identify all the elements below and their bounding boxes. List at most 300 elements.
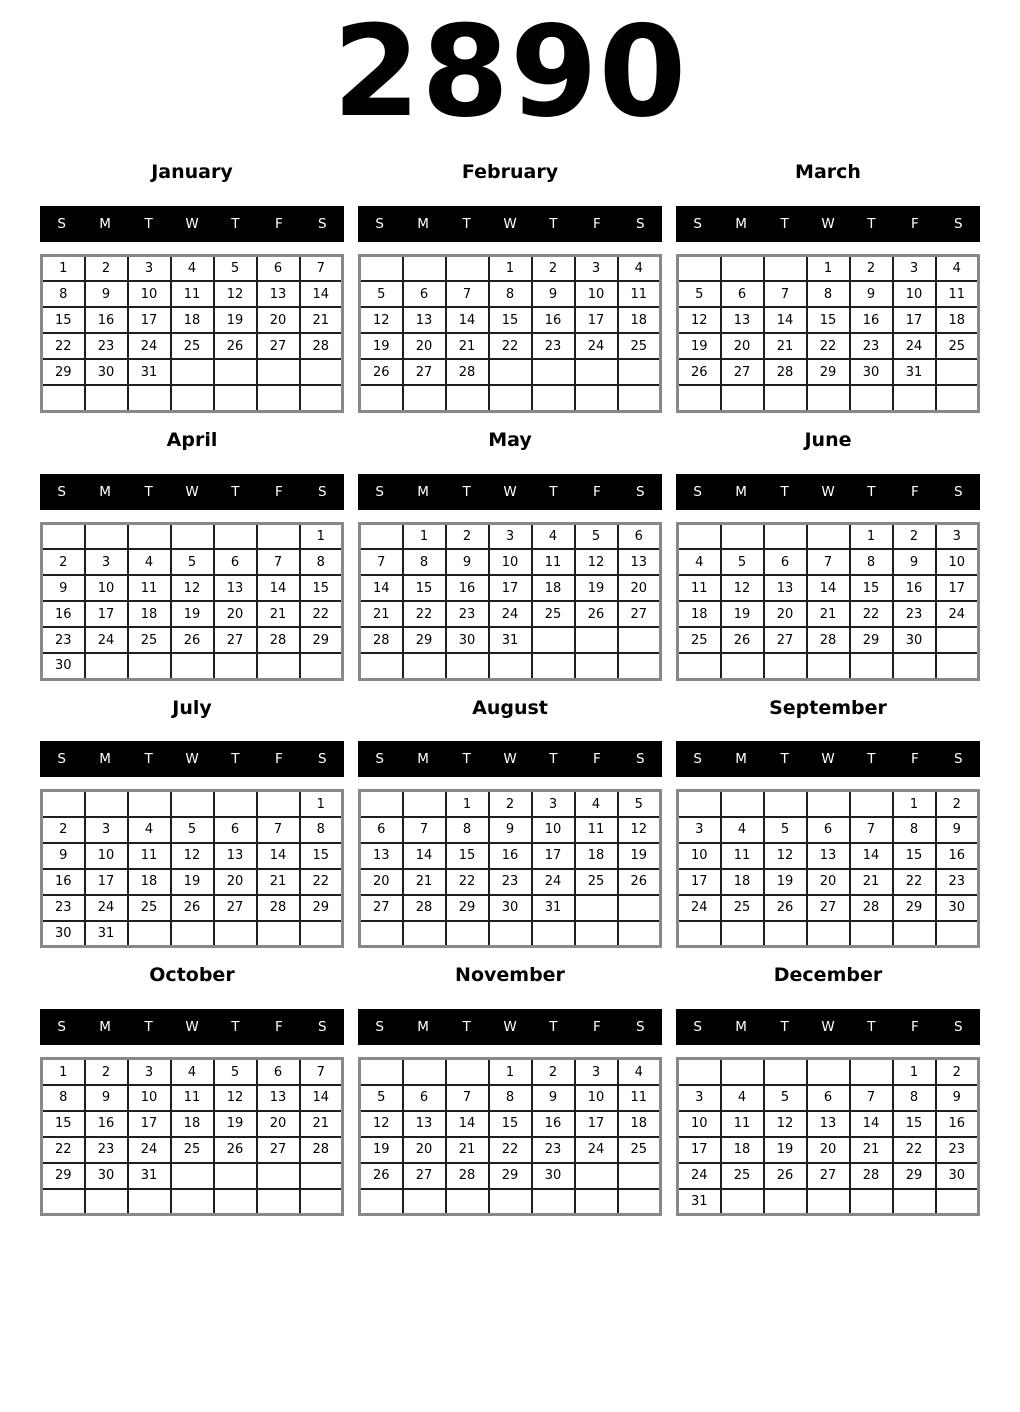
day-cell: 2 <box>446 523 489 549</box>
weekday-label: F <box>910 751 919 768</box>
weekday-header-bar <box>676 206 980 242</box>
day-cell: 11 <box>128 575 171 601</box>
week-row <box>42 921 343 947</box>
day-cell: 27 <box>257 1137 300 1163</box>
month-title: January <box>151 161 233 184</box>
weekday-label: W <box>185 483 199 500</box>
empty-day-cell <box>721 1059 764 1085</box>
empty-day-cell <box>618 653 661 679</box>
empty-day-cell <box>721 791 764 817</box>
day-cell: 7 <box>257 817 300 843</box>
day-cell: 11 <box>171 281 214 307</box>
day-cell: 9 <box>85 281 128 307</box>
week-row <box>42 895 343 921</box>
week-row <box>360 817 661 843</box>
week-row <box>678 359 979 385</box>
day-cell: 24 <box>893 333 936 359</box>
day-cell: 22 <box>489 333 532 359</box>
day-cell: 6 <box>360 817 403 843</box>
empty-day-cell <box>171 359 214 385</box>
day-cell: 13 <box>257 1085 300 1111</box>
empty-day-cell <box>850 1189 893 1215</box>
day-cell: 30 <box>850 359 893 385</box>
empty-day-cell <box>360 255 403 281</box>
day-cell: 22 <box>446 869 489 895</box>
week-row <box>42 575 343 601</box>
day-cell: 9 <box>532 1085 575 1111</box>
day-cell: 18 <box>618 307 661 333</box>
day-cell: 4 <box>532 523 575 549</box>
day-cell: 26 <box>171 895 214 921</box>
weekday-label: W <box>185 751 199 768</box>
day-cell: 17 <box>575 1111 618 1137</box>
empty-day-cell <box>257 523 300 549</box>
empty-day-cell <box>257 1189 300 1215</box>
day-cell: 3 <box>532 791 575 817</box>
week-row <box>42 281 343 307</box>
day-cell: 22 <box>42 333 85 359</box>
weekday-label: M <box>417 483 429 500</box>
empty-day-cell <box>678 255 721 281</box>
week-row <box>360 307 661 333</box>
day-cell: 16 <box>850 307 893 333</box>
day-cell: 30 <box>446 627 489 653</box>
day-cell: 14 <box>850 1111 893 1137</box>
day-cell: 12 <box>214 1085 257 1111</box>
week-row <box>678 333 979 359</box>
empty-day-cell <box>618 1189 661 1215</box>
empty-day-cell <box>257 791 300 817</box>
weekday-label: W <box>185 1019 199 1036</box>
weekday-label: F <box>592 751 601 768</box>
day-cell: 27 <box>360 895 403 921</box>
weekday-label: M <box>735 1019 747 1036</box>
empty-day-cell <box>171 791 214 817</box>
day-cell: 5 <box>618 791 661 817</box>
week-row <box>360 1189 661 1215</box>
day-cell: 27 <box>257 333 300 359</box>
weekday-label: S <box>953 215 963 232</box>
empty-day-cell <box>300 359 343 385</box>
day-cell: 11 <box>575 817 618 843</box>
empty-day-cell <box>403 385 446 411</box>
day-cell: 21 <box>360 601 403 627</box>
day-cell: 31 <box>128 1163 171 1189</box>
day-cell: 23 <box>85 1137 128 1163</box>
empty-day-cell <box>42 791 85 817</box>
empty-day-cell <box>764 653 807 679</box>
day-cell: 18 <box>128 869 171 895</box>
day-cell: 16 <box>446 575 489 601</box>
empty-day-cell <box>171 1189 214 1215</box>
week-row <box>360 575 661 601</box>
week-row <box>678 601 979 627</box>
day-cell: 6 <box>807 817 850 843</box>
day-cell: 1 <box>42 1059 85 1085</box>
empty-day-cell <box>42 385 85 411</box>
empty-day-cell <box>403 653 446 679</box>
day-cell: 20 <box>214 601 257 627</box>
year-title: 2890 <box>332 0 688 145</box>
weekday-label: T <box>780 1019 789 1036</box>
empty-day-cell <box>575 1163 618 1189</box>
month-december <box>676 964 980 1216</box>
day-cell: 9 <box>42 575 85 601</box>
empty-day-cell <box>171 1163 214 1189</box>
day-cell: 3 <box>85 817 128 843</box>
day-cell: 25 <box>171 1137 214 1163</box>
day-cell: 20 <box>360 869 403 895</box>
day-cell: 6 <box>403 281 446 307</box>
day-cell: 18 <box>721 1137 764 1163</box>
empty-day-cell <box>214 1189 257 1215</box>
empty-day-cell <box>214 523 257 549</box>
day-cell: 19 <box>171 869 214 895</box>
week-row <box>678 653 979 679</box>
week-row <box>678 1163 979 1189</box>
weekday-label: T <box>144 483 153 500</box>
day-cell: 5 <box>171 817 214 843</box>
day-cell: 19 <box>678 333 721 359</box>
empty-day-cell <box>300 1163 343 1189</box>
week-row <box>678 791 979 817</box>
day-cell: 22 <box>489 1137 532 1163</box>
day-cell: 7 <box>446 281 489 307</box>
day-cell: 26 <box>360 1163 403 1189</box>
day-cell: 7 <box>360 549 403 575</box>
day-cell: 26 <box>721 627 764 653</box>
empty-day-cell <box>721 523 764 549</box>
day-cell: 21 <box>300 307 343 333</box>
day-cell: 14 <box>360 575 403 601</box>
day-cell: 28 <box>360 627 403 653</box>
empty-day-cell <box>764 385 807 411</box>
day-cell: 22 <box>850 601 893 627</box>
day-cell: 29 <box>300 895 343 921</box>
day-cell: 29 <box>489 1163 532 1189</box>
day-cell: 28 <box>446 1163 489 1189</box>
week-row <box>360 549 661 575</box>
weekday-label: W <box>503 215 517 232</box>
day-cell: 9 <box>489 817 532 843</box>
day-cell: 9 <box>532 281 575 307</box>
day-cell: 19 <box>171 601 214 627</box>
day-cell: 3 <box>575 1059 618 1085</box>
month-dates-table <box>358 789 662 948</box>
day-cell: 17 <box>128 307 171 333</box>
day-cell: 13 <box>214 575 257 601</box>
day-cell: 4 <box>618 255 661 281</box>
day-cell: 12 <box>618 817 661 843</box>
day-cell: 4 <box>936 255 979 281</box>
day-cell: 7 <box>807 549 850 575</box>
empty-day-cell <box>403 255 446 281</box>
month-title: August <box>472 696 548 719</box>
weekday-label: F <box>910 215 919 232</box>
day-cell: 19 <box>214 1111 257 1137</box>
day-cell: 29 <box>300 627 343 653</box>
day-cell: 16 <box>85 307 128 333</box>
empty-day-cell <box>257 359 300 385</box>
day-cell: 18 <box>128 601 171 627</box>
day-cell: 8 <box>489 281 532 307</box>
day-cell: 28 <box>300 333 343 359</box>
empty-day-cell <box>257 921 300 947</box>
week-row <box>678 255 979 281</box>
month-dates-table <box>358 522 662 681</box>
day-cell: 23 <box>85 333 128 359</box>
day-cell: 28 <box>764 359 807 385</box>
day-cell: 18 <box>678 601 721 627</box>
week-row <box>42 549 343 575</box>
day-cell: 25 <box>532 601 575 627</box>
weekday-label: T <box>462 215 471 232</box>
month-dates-table <box>676 522 980 681</box>
day-cell: 7 <box>764 281 807 307</box>
day-cell: 15 <box>893 843 936 869</box>
month-title: October <box>149 964 235 987</box>
week-row <box>678 869 979 895</box>
day-cell: 14 <box>300 281 343 307</box>
empty-day-cell <box>446 1189 489 1215</box>
day-cell: 19 <box>721 601 764 627</box>
weekday-label: T <box>780 215 789 232</box>
empty-day-cell <box>618 1163 661 1189</box>
weekday-label: T <box>231 1019 240 1036</box>
weekday-header-bar <box>676 474 980 510</box>
month-title: March <box>795 161 861 184</box>
day-cell: 21 <box>446 1137 489 1163</box>
weekday-label: F <box>274 751 283 768</box>
weekday-label: T <box>867 751 876 768</box>
weekday-label: T <box>867 483 876 500</box>
day-cell: 15 <box>807 307 850 333</box>
weekday-label: S <box>375 751 384 768</box>
weekday-label: S <box>317 215 327 232</box>
day-cell: 20 <box>721 333 764 359</box>
empty-day-cell <box>618 921 661 947</box>
empty-day-cell <box>446 385 489 411</box>
day-cell: 12 <box>360 1111 403 1137</box>
week-row <box>42 1111 343 1137</box>
empty-day-cell <box>678 1059 721 1085</box>
day-cell: 23 <box>532 1137 575 1163</box>
day-cell: 30 <box>893 627 936 653</box>
empty-day-cell <box>446 921 489 947</box>
empty-day-cell <box>850 921 893 947</box>
day-cell: 26 <box>214 1137 257 1163</box>
week-row <box>678 549 979 575</box>
empty-day-cell <box>446 653 489 679</box>
day-cell: 24 <box>678 895 721 921</box>
day-cell: 7 <box>850 817 893 843</box>
day-cell: 8 <box>893 817 936 843</box>
day-cell: 12 <box>360 307 403 333</box>
weekday-label: W <box>503 751 517 768</box>
day-cell: 8 <box>446 817 489 843</box>
month-june <box>676 429 980 681</box>
weekday-header-bar <box>40 206 344 242</box>
empty-day-cell <box>721 385 764 411</box>
day-cell: 24 <box>489 601 532 627</box>
week-row <box>360 333 661 359</box>
empty-day-cell <box>85 385 128 411</box>
day-cell: 25 <box>936 333 979 359</box>
empty-day-cell <box>214 791 257 817</box>
week-row <box>42 627 343 653</box>
day-cell: 13 <box>403 307 446 333</box>
weekday-label: W <box>503 483 517 500</box>
day-cell: 18 <box>936 307 979 333</box>
day-cell: 17 <box>532 843 575 869</box>
day-cell: 9 <box>850 281 893 307</box>
day-cell: 8 <box>403 549 446 575</box>
day-cell: 28 <box>403 895 446 921</box>
day-cell: 27 <box>807 1163 850 1189</box>
week-row <box>678 523 979 549</box>
day-cell: 2 <box>85 1059 128 1085</box>
day-cell: 20 <box>403 333 446 359</box>
week-row <box>42 791 343 817</box>
week-row <box>42 1189 343 1215</box>
empty-day-cell <box>214 653 257 679</box>
weekday-header-bar <box>676 741 980 777</box>
day-cell: 21 <box>807 601 850 627</box>
day-cell: 13 <box>807 843 850 869</box>
day-cell: 14 <box>446 1111 489 1137</box>
day-cell: 29 <box>893 895 936 921</box>
empty-day-cell <box>575 1189 618 1215</box>
day-cell: 19 <box>575 575 618 601</box>
day-cell: 17 <box>678 869 721 895</box>
day-cell: 11 <box>618 281 661 307</box>
day-cell: 25 <box>721 895 764 921</box>
weekday-label: S <box>693 483 702 500</box>
weekday-label: T <box>144 1019 153 1036</box>
empty-day-cell <box>128 653 171 679</box>
day-cell: 18 <box>721 869 764 895</box>
day-cell: 3 <box>85 549 128 575</box>
weekday-label: W <box>185 215 199 232</box>
week-row <box>42 1163 343 1189</box>
day-cell: 21 <box>446 333 489 359</box>
day-cell: 20 <box>403 1137 446 1163</box>
month-dates-table <box>40 789 344 948</box>
day-cell: 31 <box>678 1189 721 1215</box>
day-cell: 27 <box>721 359 764 385</box>
weekday-header-bar <box>40 1009 344 1045</box>
day-cell: 22 <box>300 601 343 627</box>
empty-day-cell <box>489 921 532 947</box>
weekday-header-bar <box>358 474 662 510</box>
weekday-label: S <box>953 483 963 500</box>
weekday-label: W <box>821 215 835 232</box>
day-cell: 11 <box>618 1085 661 1111</box>
day-cell: 27 <box>807 895 850 921</box>
week-row <box>360 895 661 921</box>
day-cell: 11 <box>128 843 171 869</box>
day-cell: 26 <box>764 1163 807 1189</box>
week-row <box>678 1059 979 1085</box>
day-cell: 2 <box>936 1059 979 1085</box>
day-cell: 10 <box>489 549 532 575</box>
day-cell: 14 <box>257 843 300 869</box>
empty-day-cell <box>678 921 721 947</box>
day-cell: 20 <box>214 869 257 895</box>
day-cell: 12 <box>575 549 618 575</box>
day-cell: 8 <box>300 817 343 843</box>
day-cell: 1 <box>300 523 343 549</box>
day-cell: 30 <box>936 1163 979 1189</box>
day-cell: 13 <box>807 1111 850 1137</box>
day-cell: 2 <box>42 549 85 575</box>
empty-day-cell <box>489 359 532 385</box>
weekday-header-bar <box>358 1009 662 1045</box>
weekday-label: M <box>735 483 747 500</box>
weekday-label: T <box>780 751 789 768</box>
day-cell: 8 <box>807 281 850 307</box>
day-cell: 26 <box>214 333 257 359</box>
weekday-label: S <box>953 1019 963 1036</box>
day-cell: 30 <box>532 1163 575 1189</box>
week-row <box>360 869 661 895</box>
day-cell: 25 <box>618 333 661 359</box>
weekday-label: T <box>231 751 240 768</box>
day-cell: 3 <box>128 1059 171 1085</box>
empty-day-cell <box>936 359 979 385</box>
month-title: December <box>773 964 883 987</box>
weekday-label: F <box>274 1019 283 1036</box>
day-cell: 25 <box>678 627 721 653</box>
day-cell: 6 <box>257 1059 300 1085</box>
weekday-label: W <box>821 751 835 768</box>
day-cell: 28 <box>807 627 850 653</box>
week-row <box>360 1137 661 1163</box>
day-cell: 12 <box>678 307 721 333</box>
empty-day-cell <box>807 1059 850 1085</box>
day-cell: 10 <box>532 817 575 843</box>
day-cell: 1 <box>446 791 489 817</box>
day-cell: 12 <box>764 843 807 869</box>
day-cell: 18 <box>618 1111 661 1137</box>
day-cell: 31 <box>489 627 532 653</box>
day-cell: 1 <box>403 523 446 549</box>
empty-day-cell <box>807 653 850 679</box>
empty-day-cell <box>85 653 128 679</box>
empty-day-cell <box>807 385 850 411</box>
day-cell: 24 <box>85 895 128 921</box>
week-row <box>360 281 661 307</box>
day-cell: 25 <box>721 1163 764 1189</box>
day-cell: 4 <box>721 1085 764 1111</box>
day-cell: 1 <box>489 1059 532 1085</box>
day-cell: 10 <box>678 843 721 869</box>
day-cell: 26 <box>764 895 807 921</box>
day-cell: 10 <box>85 575 128 601</box>
day-cell: 2 <box>532 255 575 281</box>
weekday-label: F <box>910 1019 919 1036</box>
empty-day-cell <box>575 359 618 385</box>
weekday-label: W <box>821 483 835 500</box>
month-title: September <box>769 696 887 719</box>
empty-day-cell <box>764 1059 807 1085</box>
weekday-label: T <box>462 483 471 500</box>
day-cell: 21 <box>257 869 300 895</box>
weekday-label: S <box>635 483 645 500</box>
day-cell: 17 <box>936 575 979 601</box>
week-row <box>360 255 661 281</box>
empty-day-cell <box>128 385 171 411</box>
